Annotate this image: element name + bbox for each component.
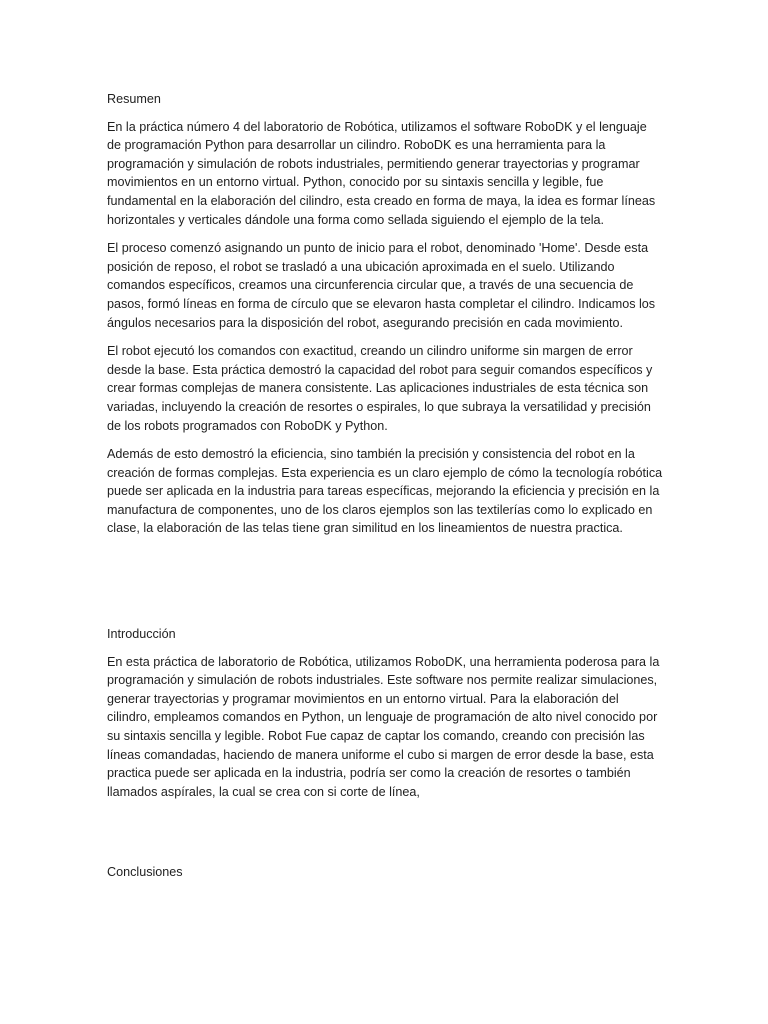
conclusiones-heading: Conclusiones <box>107 865 183 880</box>
resumen-paragraph-2: El proceso comenzó asignando un punto de inicio para el robot, denominado 'Home'. Desde esta posición de reposo, el robot se trasladó a una ubicación aproximada en el suelo. Utilizando comandos específicos, creamos una circunferencia circular que, a través de una secuencia de pasos, formó líneas en forma de círculo que se elevaron hasta completar el cilindro. Indicamos los ángulos necesarios para la disposición del robot, asegurando precisión en cada movimiento. <box>107 241 656 330</box>
document-body <box>107 90 663 882</box>
section-spacer <box>107 538 663 625</box>
introduccion-heading: Introducción <box>107 627 176 642</box>
resumen-paragraph-3: El robot ejecutó los comandos con exactitud, creando un cilindro uniforme sin margen de error desde la base. Esta práctica demostró la capacidad del robot para seguir comandos específicos y crear formas complejas de manera consistente. Las aplicaciones industriales de esta técnica son variadas, incluyendo la creación de resortes o espirales, lo que subraya la versatilidad y precisión de los robots programados con RoboDK y Python. <box>107 344 653 433</box>
resumen-paragraph-4: Además de esto demostró la eficiencia, sino también la precisión y consistencia del robot en la creación de formas complejas. Esta experiencia es un claro ejemplo de cómo la tecnología robótica puede ser aplicada en la industria para tareas específicas, mejorando la eficiencia y precisión en la manufactura de componentes, uno de los claros ejemplos son las textilerías como lo explicado en clase, la elaboración de las telas tiene gran similitud en los lineamientos de nuestra practica. <box>107 447 663 536</box>
section-spacer <box>107 801 663 863</box>
introduccion-paragraph-1: En esta práctica de laboratorio de Robótica, utilizamos RoboDK, una herramienta poderosa para la programación y simulación de robots industriales. Este software nos permite realizar simulaciones, generar trayectorias y programar movimientos en un entorno virtual. Para la elaboración del cilindro, empleamos comandos en Python, un lenguaje de programación de alto nivel conocido por su sintaxis sencilla y legible. Robot Fue capaz de captar los comando, creando con precisión las líneas comandadas, haciendo de manera uniforme el cubo si margen de error desde la base, esta practica puede ser aplicada en la industria, podría ser como la creación de resortes o también llamados aspírales, la cual se crea con si corte de línea, <box>107 654 660 799</box>
resumen-heading: Resumen <box>107 92 161 106</box>
resumen-paragraph-1: En la práctica número 4 del laboratorio de Robótica, utilizamos el software RoboDK y el lenguaje de programación Python para desarrollar un cilindro. RoboDK es una herramienta para la programación y simulación de robots industriales, permitiendo generar trayectorias y programar movimientos en un entorno virtual. Python, conocido por su sintaxis sencilla y legible, fue fundamental en la elaboración del cilindro, esta creado en forma de maya, la idea es formar líneas horizontales y verticales dándole una forma como sellada siguiendo el ejemplo de la tela. <box>107 119 656 227</box>
